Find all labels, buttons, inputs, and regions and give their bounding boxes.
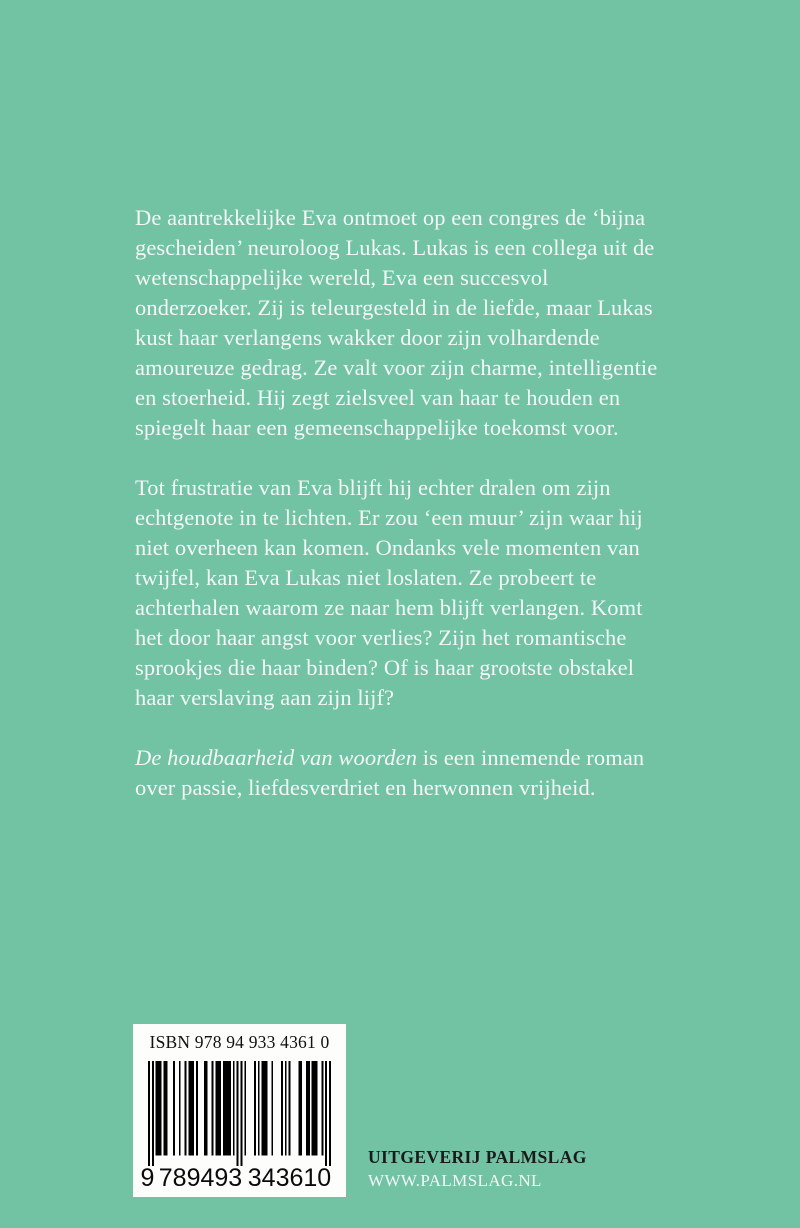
blurb-paragraph-1: De aantrekkelijke Eva ontmoet op een congres de ‘bijna gescheiden’ neuroloog Lukas. Lukas is een collega uit de wetenschappelijke wereld, Eva een succesvol onderzoeker. Zij is teleurgesteld in de liefde, maar Lukas kust haar verlangens wakker door zijn volhardende amoureuze gedrag. Ze valt voor zijn charme, intelligentie en stoerheid. Hij zegt zielsveel van haar te houden en spiegelt haar een gemeenschappelijke toekomst voor. [135,205,658,440]
blurb-paragraph-3-rest: is een innemende roman over passie, liefdesverdriet en herwonnen vrijheid. [135,745,645,800]
publisher-name: UITGEVERIJ PALMSLAG [368,1147,587,1167]
ean13-barcode-digits [139,1163,340,1191]
blurb-paragraph-3 [135,743,660,803]
ean-right-group-text: 343610 [247,1164,332,1192]
ean13-barcode-bars [148,1061,331,1166]
isbn-barcode-box [133,1024,346,1197]
book-title-italic: De houdbaarheid van woorden [135,745,418,770]
ean-right-group [245,1166,334,1191]
blurb-paragraph-2: Tot frustratie van Eva blijft hij echter dralen om zijn echtgenote in te lichten. Er zou ‘een muur’ zijn waar hij niet overheen kan komen. Ondanks vele momenten van twijfel, kan Eva Lukas niet loslaten. Ze probeert te achterhalen waarom ze naar hem blijft verlangen. Komt het door haar angst voor verlies? Zijn het romantische sprookjes die haar binden? Of is haar grootste obstakel haar verslaving aan zijn lijf? [135,475,643,710]
ean-lead-digit: 9 [140,1164,155,1192]
ean-left-group [156,1166,245,1191]
isbn-label: ISBN 978 94 933 4361 0 [149,1032,330,1052]
blurb-text-block [135,203,660,803]
publisher-website: WWW.PALMSLAG.NL [368,1170,542,1190]
publisher-block [368,1149,587,1189]
ean-left-group-text: 789493 [158,1164,243,1192]
